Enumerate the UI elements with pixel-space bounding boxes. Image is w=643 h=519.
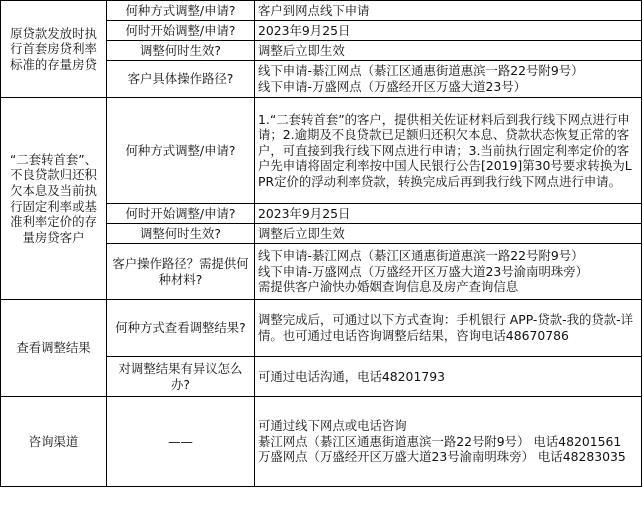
answer-cell: 1.“二套转首套”的客户，提供相关佐证材料后到我行线下网点进行申请；2.逾期及不良贷款已足额归还积欠本息、贷款状态恢复正常的客户，可直接到我行线下网点进行申请；3.当前执行固定利率定价的客户先申请将固定利率按中国人民银行公告[2019]第30号要求转换为LPR定价的浮动利率贷款，转换完成后再到我行线下网点进行申请。 bbox=[255, 98, 642, 204]
question-cell: 调整何时生效? bbox=[107, 41, 255, 61]
category-cell: 原贷款发放时执行首套房贷利率标准的存量房贷 bbox=[1, 1, 107, 98]
question-cell: 何种方式调整/申请? bbox=[107, 1, 255, 21]
question-cell: 何种方式查看调整结果? bbox=[107, 300, 255, 357]
question-cell: 客户操作路径？需提供何种材料? bbox=[107, 244, 255, 300]
question-cell: 客户具体操作路径? bbox=[107, 61, 255, 98]
table-row bbox=[1, 98, 642, 204]
answer-cell: 调整后立即生效 bbox=[255, 224, 642, 244]
answer-cell: 可通过电话沟通，电话48201793 bbox=[255, 357, 642, 397]
answer-cell: 线下申请-綦江网点（綦江区通惠街道惠滨一路22号附9号） 线下申请-万盛网点（万盛经开区万盛大道23号渝南明珠旁） 需提供客户渝快办婚姻查询信息及房产查询信息 bbox=[255, 244, 642, 300]
answer-cell: 线下申请-綦江网点（綦江区通惠街道惠滨一路22号附9号） 线下申请-万盛网点（万盛经开区万盛大道23号） bbox=[255, 61, 642, 98]
answer-cell: 2023年9月25日 bbox=[255, 204, 642, 224]
table-row bbox=[1, 397, 642, 487]
question-cell: 何时开始调整/申请? bbox=[107, 204, 255, 224]
category-cell: 查看调整结果 bbox=[1, 300, 107, 397]
table-row bbox=[1, 300, 642, 357]
question-cell: 调整何时生效? bbox=[107, 224, 255, 244]
question-cell: 对调整结果有异议怎么办? bbox=[107, 357, 255, 397]
category-cell: “二套转首套”、不良贷款归还积欠本息及当前执行固定利率或基准利率定价的存量房贷客户 bbox=[1, 98, 107, 300]
answer-cell: 可通过线下网点或电话咨询 綦江网点（綦江区通惠街道惠滨一路22号附9号） 电话48201561 万盛网点（万盛经开区万盛大道23号渝南明珠旁） 电话48283035 bbox=[255, 397, 642, 487]
question-cell: 何时开始调整/申请? bbox=[107, 21, 255, 41]
answer-cell: 调整完成后，可通过以下方式查询：手机银行 APP-贷款-我的贷款-详情。也可通过电话咨询调整后结果，咨询电话48670786 bbox=[255, 300, 642, 357]
answer-cell: 调整后立即生效 bbox=[255, 41, 642, 61]
table-row bbox=[1, 1, 642, 21]
question-cell: 何种方式调整/申请? bbox=[107, 98, 255, 204]
answer-cell: 客户到网点线下申请 bbox=[255, 1, 642, 21]
answer-cell: 2023年9月25日 bbox=[255, 21, 642, 41]
question-cell: —— bbox=[107, 397, 255, 487]
category-cell: 咨询渠道 bbox=[1, 397, 107, 487]
